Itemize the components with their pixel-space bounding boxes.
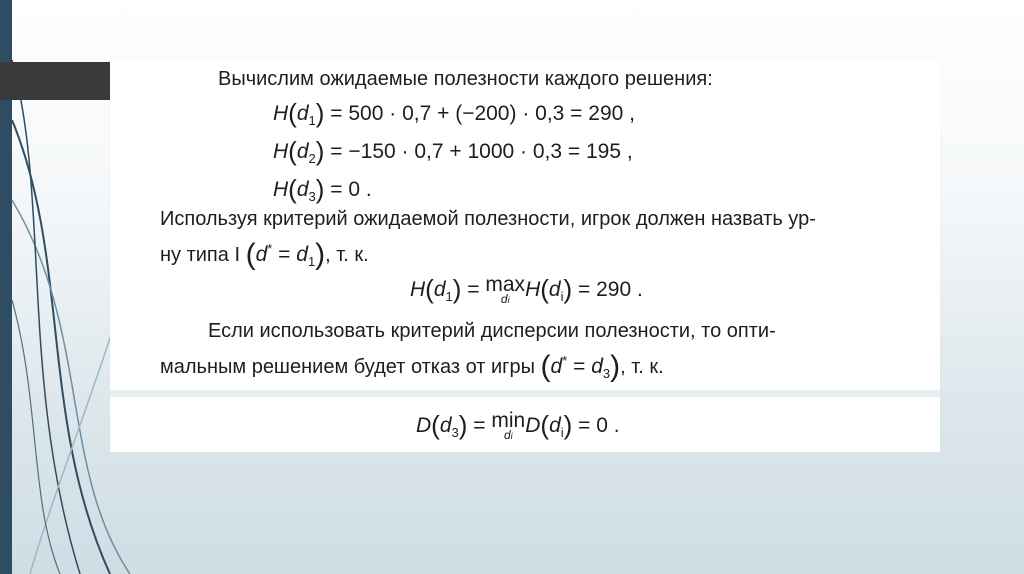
equals: = bbox=[567, 355, 592, 378]
equals: = bbox=[467, 414, 492, 437]
formula-h1: $H(d_1) = 500 \cdot 0,7 + (-200) \cdot 0,3 = 290$ , bbox=[273, 98, 635, 128]
formula-h3: $H(d_3) = 0$ . bbox=[273, 174, 372, 204]
arg-d: d bbox=[296, 243, 308, 266]
formula-h2-rhs: = −150 · 0,7 + 1000 · 0,3 = 195 , bbox=[324, 140, 633, 163]
func-d: D bbox=[525, 414, 541, 437]
formula-dmin-result: = 0 . bbox=[572, 414, 620, 437]
para1-line2 bbox=[160, 238, 369, 272]
para2-line2 bbox=[160, 350, 664, 384]
func-h: H bbox=[410, 278, 426, 301]
intro-label: Вычислим ожидаемые полезности каждого решения: bbox=[218, 68, 713, 90]
under-sub-i: i bbox=[510, 431, 513, 441]
para1-line2-end: , т. к. bbox=[325, 244, 369, 266]
section-divider bbox=[110, 390, 940, 397]
func-h: H bbox=[273, 140, 289, 163]
para2-line1 bbox=[208, 320, 776, 343]
sub-1: 1 bbox=[445, 289, 453, 304]
intro-text bbox=[218, 68, 713, 91]
arg-d: d bbox=[296, 102, 309, 125]
star: * bbox=[267, 241, 273, 256]
choice-d3-formula: $(d^* = d_3)$ bbox=[540, 350, 621, 383]
sub-2: 2 bbox=[308, 151, 316, 166]
sub-3: 3 bbox=[602, 366, 611, 381]
title-tab-block bbox=[0, 62, 112, 100]
formula-h1-rhs: = 500 · 0,7 + (−200) · 0,3 = 290 , bbox=[324, 102, 635, 125]
sub-i: i bbox=[560, 289, 564, 304]
func-d: D bbox=[416, 414, 432, 437]
under-sub-i: i bbox=[507, 295, 510, 305]
choice-d1-formula: $(d^* = d_1)$ bbox=[245, 238, 326, 271]
formula-hmax: $H(d_1)$ = max di $H(d_i) = 290$ . bbox=[410, 273, 643, 306]
arg-d: d bbox=[296, 140, 309, 163]
para2-line2-end: , т. к. bbox=[620, 356, 664, 378]
func-h: H bbox=[525, 278, 541, 301]
sub-1: 1 bbox=[307, 254, 316, 269]
para2-line2-text: мальным решением будет отказ от игры bbox=[160, 356, 535, 378]
equals: = bbox=[461, 278, 486, 301]
min-label: min bbox=[491, 409, 526, 432]
sub-3: 3 bbox=[451, 425, 459, 440]
func-h: H bbox=[273, 178, 289, 201]
arg-d: d bbox=[296, 178, 309, 201]
formula-h3-rhs: = 0 . bbox=[324, 178, 372, 201]
arg-d: d bbox=[550, 355, 563, 378]
under-d: d bbox=[500, 292, 508, 306]
formula-h2: $H(d_2) = -150 \cdot 0,7 + 1000 \cdot 0,3 = 195$ , bbox=[273, 136, 633, 166]
min-operator bbox=[491, 410, 525, 441]
slide-content bbox=[110, 60, 940, 452]
sub-1: 1 bbox=[308, 113, 316, 128]
under-d: d bbox=[503, 428, 511, 442]
star: * bbox=[562, 353, 568, 368]
arg-d: d bbox=[439, 414, 452, 437]
sub-3: 3 bbox=[308, 189, 316, 204]
formula-dmin: $D(d_3)$ = min di $D(d_i) = 0$ . bbox=[416, 409, 620, 442]
max-label: max bbox=[485, 273, 526, 296]
para2-line1-text: Если использовать критерий дисперсии полезности, то опти- bbox=[208, 320, 776, 342]
formula-hmax-result: = 290 . bbox=[572, 278, 643, 301]
para1-line1 bbox=[160, 208, 816, 231]
max-operator bbox=[485, 274, 525, 305]
arg-d: d bbox=[591, 355, 603, 378]
sub-i: i bbox=[560, 425, 564, 440]
func-h: H bbox=[273, 102, 289, 125]
arg-d: d bbox=[255, 243, 268, 266]
arg-d: d bbox=[433, 278, 446, 301]
para1-line2-text: ну типа I bbox=[160, 244, 240, 266]
arg-d: d bbox=[548, 278, 561, 301]
equals: = bbox=[272, 243, 297, 266]
para1-line1-text: Используя критерий ожидаемой полезности, игрок должен назвать ур- bbox=[160, 208, 816, 230]
arg-d: d bbox=[549, 414, 561, 437]
